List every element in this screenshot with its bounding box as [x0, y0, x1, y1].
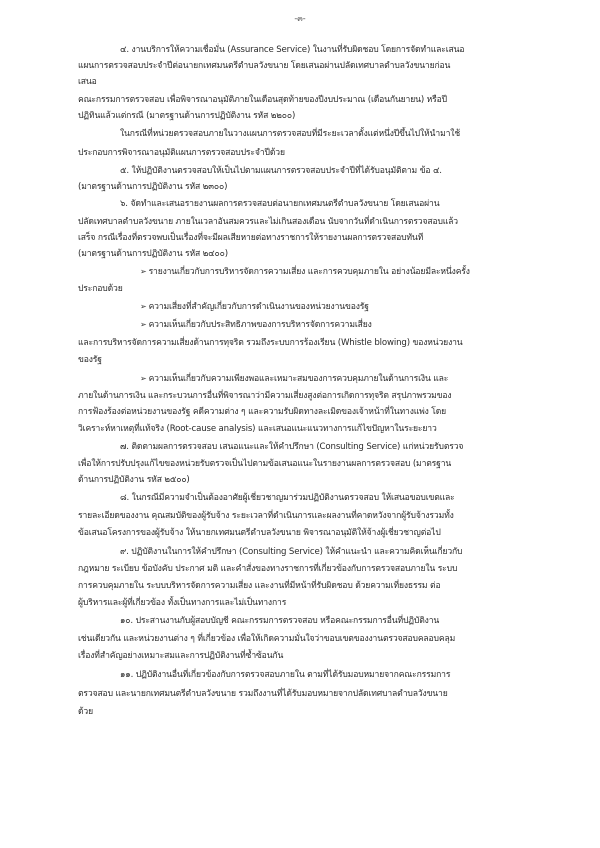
text-line: เรื่องที่สำคัญอย่างเหมาะสมและการปฏิบัติงานที่ซ้ำซ้อนกัน	[78, 651, 284, 661]
text-line: เช่นเดียวกัน และหน่วยงานต่าง ๆ ที่เกี่ยวข้อง เพื่อให้เกิดความมั่นใจว่าขอบเขตของงานตรวจสอบคลอบคลุม	[78, 634, 456, 644]
bullet-item	[140, 373, 448, 385]
page-number: -๓-	[294, 14, 306, 23]
text-line: รายละเอียดของงาน คุณสมบัติของผู้รับจ้าง ระยะเวลาที่ดำเนินการและผลงานที่คาดหวังจากผู้รับจ้างรวมทั้ง	[78, 511, 454, 521]
text-line: ๖. จัดทำและเสนอรายงานผลการตรวจสอบต่อนายกเทศมนตรีตำบลวังขนาย โดยเสนอผ่าน	[120, 199, 440, 209]
bullet-item	[140, 319, 372, 331]
bullet-text: รายงานเกี่ยวกับการบริหารจัดการความเสี่ยง และการควบคุมภายใน อย่างน้อยมีละหนึ่งครั้ง	[148, 267, 470, 277]
text-line: เสนอ	[78, 77, 97, 87]
text-line: ประกอบด้วย	[78, 284, 123, 294]
text-line: ๘. ในกรณีมีความจำเป็นต้องอาศัยผู้เชี่ยวชาญมาร่วมปฏิบัติงานตรวจสอบ ให้เสนอขอบเขตและ	[120, 493, 455, 503]
text-line: ๙. ปฏิบัติงานในการให้คำปรึกษา (Consulting Service) ให้คำแนะนำ และความคิดเห็นเกี่ยวกับ	[120, 547, 463, 557]
text-line: ๕. ให้ปฏิบัติงานตรวจสอบให้เป็นไปตามแผนการตรวจสอบประจำปีที่ได้รับอนุมัติตาม ข้อ ๔.	[120, 166, 442, 176]
text-line: ในกรณีที่หน่วยตรวจสอบภายในวางแผนการตรวจสอบที่มีระยะเวลาตั้งแต่หนึ่งปีขึ้นไปให้นำมาใช้	[120, 129, 461, 139]
text-line: ๑๐. ประสานงานกับผู้สอบบัญชี คณะกรรมการตรวจสอบ หรือคณะกรรมการอื่นที่ปฏิบัติงาน	[120, 616, 440, 626]
bullet-item	[140, 301, 369, 313]
text-line: ๔. งานบริการให้ความเชื่อมั่น (Assurance Service) ในงานที่รับผิดชอบ โดยการจัดทำและเสนอ	[120, 45, 465, 55]
text-line: ๗. ติดตามผลการตรวจสอบ เสนอแนะและให้คำปรึกษา (Consulting Service) แก่หน่วยรับตรวจ	[120, 442, 464, 452]
arrow-bullet-icon: ➢	[140, 374, 147, 383]
text-line: คณะกรรมการตรวจสอบ เพื่อพิจารณาอนุมัติภายในเดือนสุดท้ายของปีงบประมาณ (เดือนกันยายน) หรือปี	[78, 95, 447, 105]
text-line: วิเคราะห์หาเหตุที่แท้จริง (Root-cause analysis) และเสนอแนะแนวทางการแก้ไขปัญหาในระยะยาว	[78, 424, 437, 434]
text-line: ด้วย	[78, 707, 93, 717]
text-line: กฎหมาย ระเบียบ ข้อบังคับ ประกาศ มติ และคำสั่งของทางราชการที่เกี่ยวข้องกับการตรวจสอบภายใน ระบบ	[78, 564, 458, 574]
text-line: การฟ้องร้องต่อหน่วยงานของรัฐ คดีความต่าง ๆ และความรับผิดทางละเมิดของเจ้าหน้าที่ในทางแพ่ง โดย	[78, 407, 447, 417]
text-line: ผู้บริหารและผู้ที่เกี่ยวข้อง ทั้งเป็นทางการและไม่เป็นทางการ	[78, 598, 287, 608]
text-line: (มาตรฐานด้านการปฏิบัติงาน รหัส ๒๓๐๐)	[78, 182, 228, 192]
arrow-bullet-icon: ➢	[140, 302, 147, 311]
text-line: ประกอบการพิจารณาอนุมัติแผนการตรวจสอบประจำปีด้วย	[78, 148, 285, 158]
text-line: ของรัฐ	[78, 355, 102, 365]
text-line: ข้อเสนอโครงการของผู้รับจ้าง ให้นายกเทศมนตรีตำบลวังขนาย พิจารณาอนุมัติให้จ้างผู้เชี่ยวชาญต่อไป	[78, 528, 441, 538]
text-line: เพื่อให้การปรับปรุงแก้ไขของหน่วยรับตรวจเป็นไปตามข้อเสนอแนะในรายงานผลการตรวจสอบ (มาตรฐาน	[78, 459, 452, 469]
text-line: ด้านการปฏิบัติงาน รหัส ๒๕๐๐)	[78, 475, 190, 485]
arrow-bullet-icon: ➢	[140, 267, 147, 276]
bullet-text: ความเสี่ยงที่สำคัญเกี่ยวกับการดำเนินงานของหน่วยงานของรัฐ	[148, 302, 369, 312]
text-line: ๑๑. ปฏิบัติงานอื่นที่เกี่ยวข้องกับการตรวจสอบภายใน ตามที่ได้รับมอบหมายจากคณะกรรมการ	[120, 670, 451, 680]
bullet-text: ความเห็นเกี่ยวกับประสิทธิภาพของการบริหารจัดการความเสี่ยง	[148, 320, 372, 330]
bullet-item	[140, 266, 470, 278]
text-line: แผนการตรวจสอบประจำปีต่อนายกเทศมนตรีตำบลวังขนาย โดยเสนอผ่านปลัดเทศบาลตำบลวังขนายก่อน	[78, 61, 451, 71]
text-line: และการบริหารจัดการความเสี่ยงด้านการทุจริต รวมถึงระบบการร้องเรียน (Whistle blowing) ของหน่วยงาน	[78, 338, 463, 348]
text-line: เสร็จ กรณีเรื่องที่ตรวจพบเป็นเรื่องที่จะมีผลเสียหายต่อทางราชการให้รายงานผลการตรวจสอบทันที	[78, 233, 424, 243]
arrow-bullet-icon: ➢	[140, 320, 147, 329]
text-line: การควบคุมภายใน ระบบบริหารจัดการความเสี่ยง และงานที่มีหน้าที่รับผิดชอบ ด้วยความเที่ยงธรรม ต่อ	[78, 581, 441, 591]
text-line: ปฏิทินแล้วแต่กรณี (มาตรฐานด้านการปฏิบัติงาน รหัส ๒๒๐๐)	[78, 111, 296, 121]
text-line: ภายในด้านการเงิน และกระบวนการอื่นที่พิจารณาว่ามีความเสี่ยงสูงต่อการเกิดการทุจริต สรุปภาพรวมของ	[78, 391, 452, 401]
bullet-text: ความเห็นเกี่ยวกับความเพียงพอและเหมาะสมของการควบคุมภายในด้านการเงิน และ	[148, 374, 449, 384]
text-line: (มาตรฐานด้านการปฏิบัติงาน รหัส ๒๔๐๐)	[78, 249, 228, 259]
text-line: ตรวจสอบ และนายกเทศมนตรีตำบลวังขนาย รวมถึงงานที่ได้รับมอบหมายจากปลัดเทศบาลตำบลวังขนาย	[78, 689, 448, 699]
text-line: ปลัดเทศบาลตำบลวังขนาย ภายในเวลาอันสมควรและไม่เกินสองเดือน นับจากวันที่ดำเนินการตรวจสอบแล้ว	[78, 217, 458, 227]
